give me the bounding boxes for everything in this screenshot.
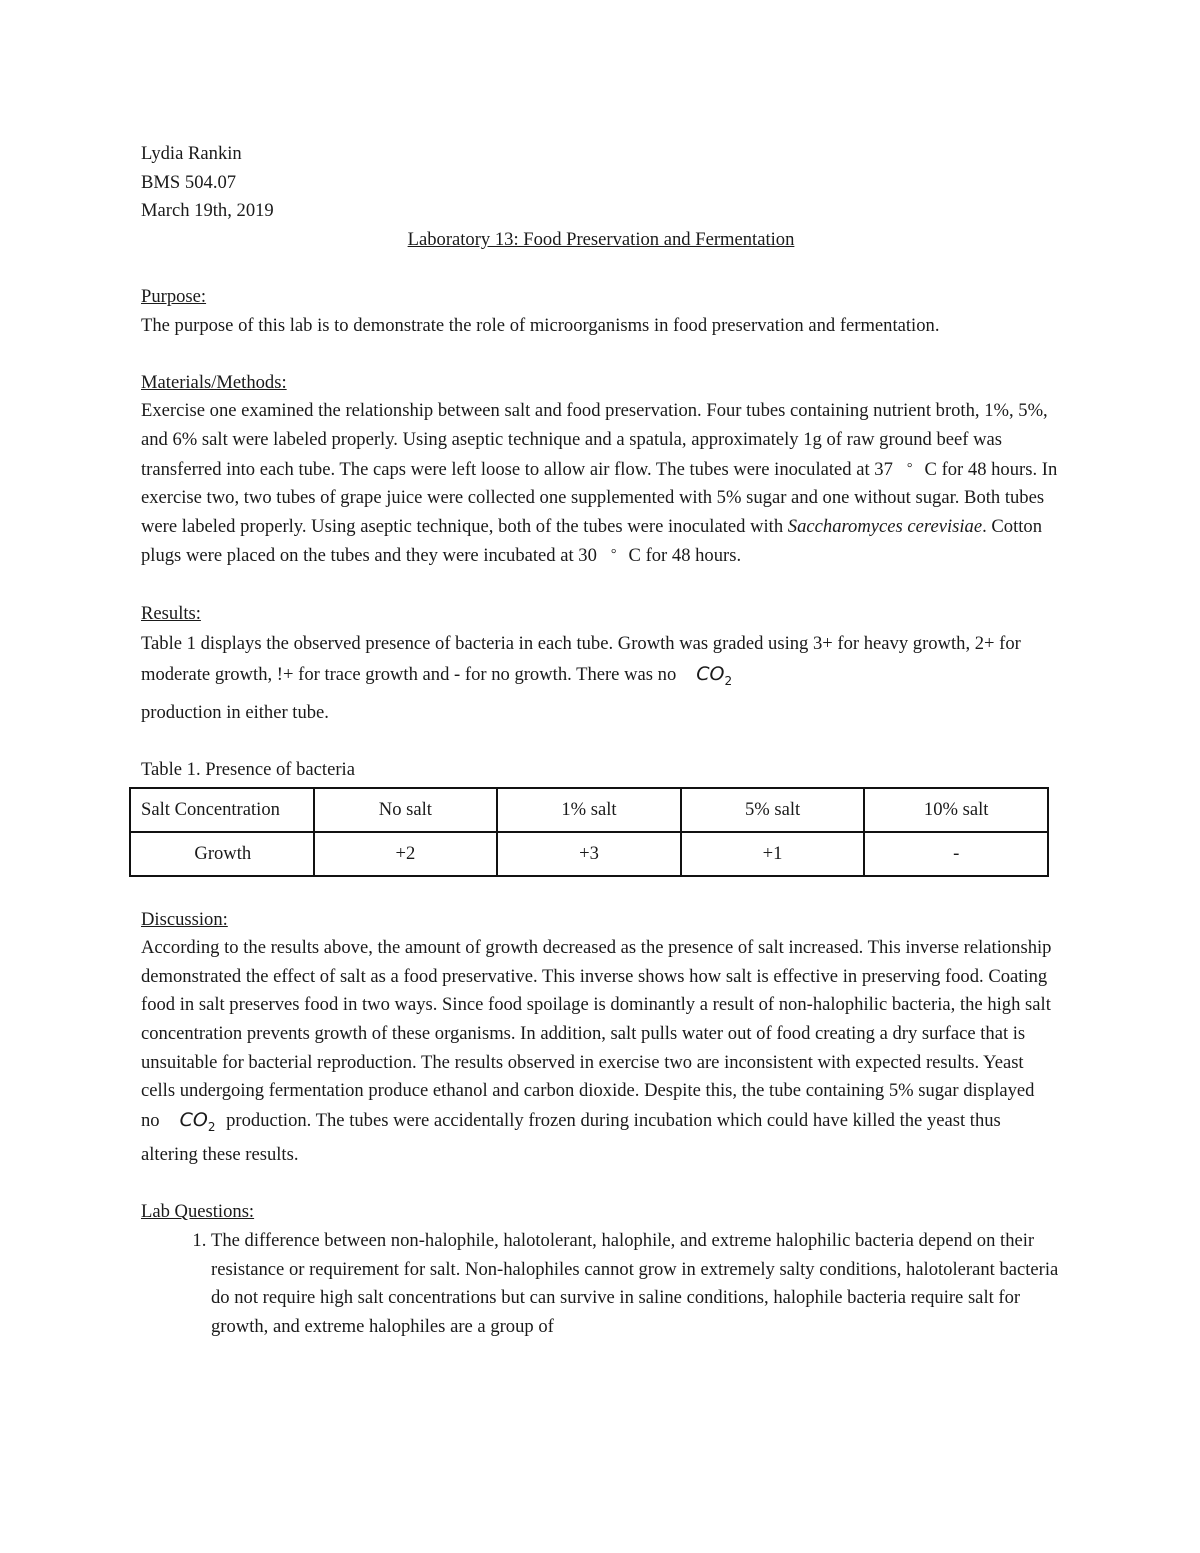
table-cell: 10% salt (864, 788, 1048, 832)
table-cell: 5% salt (681, 788, 865, 832)
degree-symbol: ° (610, 547, 617, 563)
co2-formula: $CO_2$ (179, 1108, 216, 1134)
degree-symbol: ° (906, 460, 913, 476)
methods-text-part-1: Exercise one examined the relationship between salt and food preservation. Four tubes containing nutrient broth, 1%, 5%, and 6% salt were labeled properly. Using aseptic technique and a spatula, approximately 1g of raw ground beef was transferred into each tube. The caps were left loose to allow air flow. The tubes were inoculated at 37 (141, 400, 1048, 480)
table-cell: Growth (130, 832, 314, 876)
table-caption: Table 1. Presence of bacteria (141, 759, 355, 781)
methods-heading: Materials/Methods: (141, 371, 287, 393)
table-cell: No salt (314, 788, 498, 832)
methods-text-part-4: C for 48 hours. (628, 545, 742, 567)
table-header-row (130, 788, 1048, 832)
document-page (141, 140, 1061, 1341)
table-cell: 1% salt (497, 788, 681, 832)
list-item: 1. The difference between non-halophile, halotolerant, halophile, and extreme halophilic bacteria depend on their resistance or requirement for salt. Non-halophiles cannot grow in extremely salty conditions, halotolerant bacteria do not require high salt concentrations but can survive in saline conditions, halophile bacteria require salt for growth, and extreme halophiles are a group of (211, 1227, 1061, 1341)
discussion-text-part-2: production. The tubes were accidentally frozen during incubation which could have killed the yeast thus altering these results. (141, 1109, 1001, 1166)
table-cell: +3 (497, 832, 681, 876)
report-date: March 19th, 2019 (141, 200, 274, 222)
methods-text-part-2: C for 48 hours. In exercise two, two tubes of grape juice were collected one supplemented with 5% sugar and one without sugar. Both tubes were labeled properly. Using aseptic technique, both of the tubes were inoculated with (141, 458, 1058, 537)
questions-list (141, 1227, 1061, 1341)
results-text-part-1: Table 1 displays the observed presence of bacteria in each tube. Growth was graded using 3+ for heavy growth, 2+ for moderate growth, !+ for trace growth and - for no growth. There was no (141, 633, 1021, 686)
discussion-text (141, 934, 1053, 1170)
table-cell: Salt Concentration (130, 788, 314, 832)
course-code: BMS 504.07 (141, 171, 237, 193)
results-text-part-2: production in either tube. (141, 701, 329, 723)
table-cell: +2 (314, 832, 498, 876)
discussion-text-part-1: According to the results above, the amount of growth decreased as the presence of salt increased. This inverse relationship demonstrated the effect of salt as a food preservative. This inverse shows how salt is effective in preserving food. Coating food in salt preserves food in two ways. Since food spoilage is dominantly a result of non-halophilic bacteria, the high salt concentration prevents growth of these organisms. In addition, salt pulls water out of food creating a dry surface that is unsuitable for bacterial reproduction. The results observed in exercise two are inconsistent with expected results. Yeast cells undergoing fermentation produce ethanol and carbon dioxide. Despite this, the tube containing 5% sugar displayed no (141, 937, 1052, 1131)
report-title: Laboratory 13: Food Preservation and Fermentation (407, 228, 795, 250)
organism-name: Saccharomyces cerevisiae (787, 515, 983, 537)
discussion-heading: Discussion: (141, 908, 228, 930)
co2-formula: $CO_2$ (696, 663, 733, 688)
results-heading: Results: (141, 602, 201, 624)
report-title-row (141, 226, 1061, 255)
table-row (130, 832, 1048, 876)
bacteria-table (129, 787, 1049, 877)
author-name: Lydia Rankin (141, 143, 242, 164)
results-text (141, 628, 1041, 728)
table-cell: - (864, 832, 1048, 876)
purpose-heading: Purpose: (141, 285, 207, 307)
methods-text (141, 397, 1059, 571)
methods-text-part-3: . Cotton plugs were placed on the tubes and they were incubated at 30 (141, 515, 1042, 567)
questions-heading: Lab Questions: (141, 1201, 255, 1223)
table-cell: +1 (681, 832, 865, 876)
purpose-text: The purpose of this lab is to demonstrate the role of microorganisms in food preservation and fermentation. (141, 314, 940, 336)
